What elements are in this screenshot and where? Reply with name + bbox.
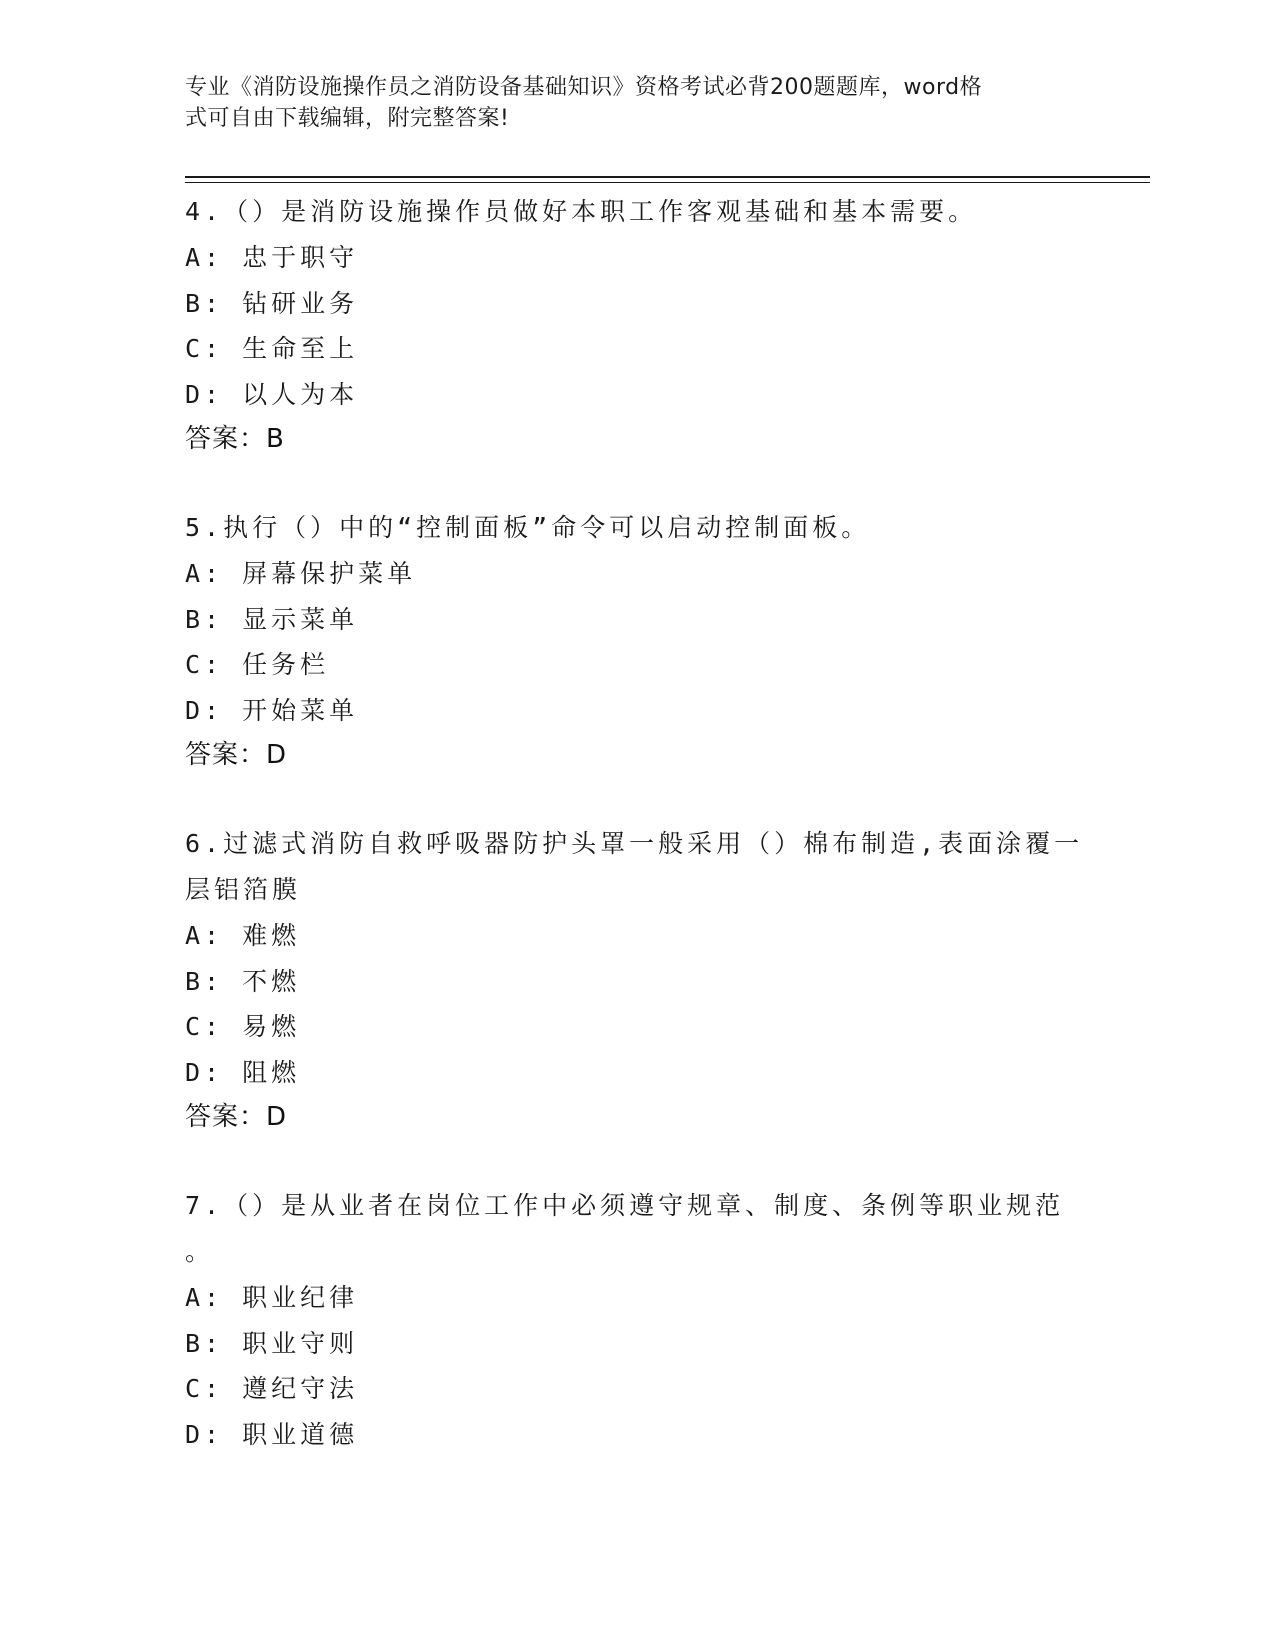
option-c: C: 遵纪守法 xyxy=(185,1374,359,1403)
question-7 xyxy=(185,1183,1085,1457)
option-a: A: 忠于职守 xyxy=(185,243,359,272)
header-divider-thin xyxy=(185,182,1150,183)
question-stem-line-2: 层铝箔膜 xyxy=(185,875,302,904)
option-d: D: 以人为本 xyxy=(185,379,359,409)
question-stem: 5.执行（）中的“控制面板”命令可以启动控制面板。 xyxy=(185,513,871,542)
option-a: A: 难燃 xyxy=(185,921,301,950)
question-5 xyxy=(185,505,1085,777)
question-stem-line-1: 6.过滤式消防自救呼吸器防护头罩一般采用（）棉布制造,表面涂覆一 xyxy=(185,829,1084,858)
option-b: B: 显示菜单 xyxy=(185,604,359,634)
header-divider-thick xyxy=(185,176,1150,178)
question-list xyxy=(185,189,1085,1457)
option-c: C: 生命至上 xyxy=(185,334,359,363)
option-a: A: 职业纪律 xyxy=(185,1283,359,1312)
answer-line: 答案：B xyxy=(185,424,285,454)
option-d: D: 开始菜单 xyxy=(185,695,359,725)
answer-line: 答案：D xyxy=(185,1102,288,1132)
question-stem-line-2: 。 xyxy=(185,1237,215,1266)
option-b: B: 不燃 xyxy=(185,966,301,996)
header-line-1: 专业《消防设施操作员之消防设备基础知识》资格考试必背200题题库，word格 xyxy=(185,75,983,100)
option-b: B: 职业守则 xyxy=(185,1328,359,1358)
question-6 xyxy=(185,821,1085,1139)
option-c: C: 任务栏 xyxy=(185,650,330,679)
option-d: D: 阻燃 xyxy=(185,1057,301,1087)
answer-line: 答案：D xyxy=(185,740,288,770)
option-c: C: 易燃 xyxy=(185,1012,301,1041)
document-header xyxy=(185,72,1065,134)
option-d: D: 职业道德 xyxy=(185,1419,359,1449)
question-stem-line-1: 7.（）是从业者在岗位工作中必须遵守规章、制度、条例等职业规范 xyxy=(185,1191,1065,1220)
option-b: B: 钻研业务 xyxy=(185,288,359,318)
question-4 xyxy=(185,189,1085,461)
option-a: A: 屏幕保护菜单 xyxy=(185,559,417,588)
header-line-2: 式可自由下载编辑，附完整答案! xyxy=(185,106,510,131)
question-stem: 4.（）是消防设施操作员做好本职工作客观基础和基本需要。 xyxy=(185,197,978,226)
